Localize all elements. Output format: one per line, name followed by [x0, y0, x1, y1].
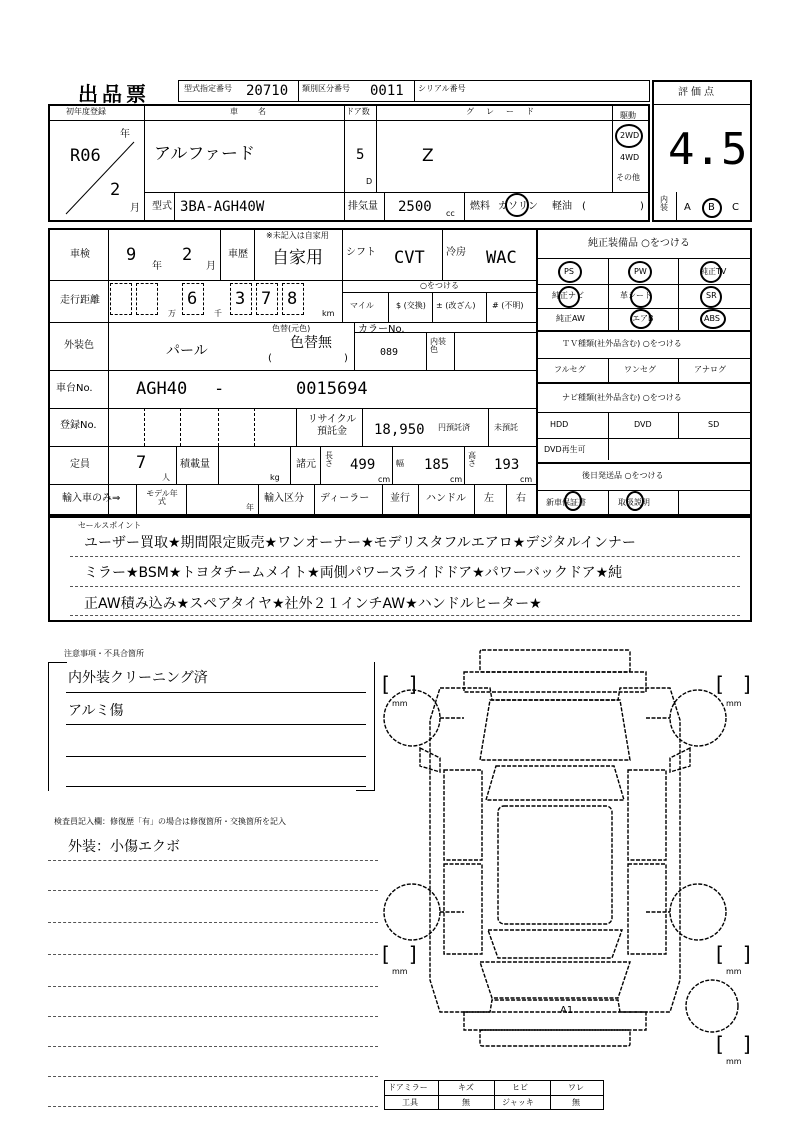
dims-label: 諸元 — [296, 459, 316, 470]
length-value: 499 — [350, 457, 376, 473]
legend-v-jack-status: 無 — [572, 1098, 580, 1107]
grade-value: Z — [422, 146, 434, 166]
interior-c: C — [732, 202, 739, 213]
recycle-unpaid: 未預託 — [494, 423, 518, 432]
model-year-label: モデル年式 — [146, 489, 178, 506]
sen-unit: 千 — [214, 309, 222, 318]
mileage-digit-2 — [136, 283, 158, 315]
form-title: 出品票 — [78, 82, 150, 106]
equip-leather-circle — [630, 286, 652, 308]
interior-color-label: 内装色 — [430, 337, 446, 354]
equip-ps-circle — [558, 261, 582, 283]
doors-d: D — [366, 177, 373, 186]
model-year-unit: 年 — [246, 503, 254, 512]
tv-fullseg: フルセグ — [554, 365, 586, 374]
equip-sr-circle — [700, 286, 722, 308]
tv-oneseg: ワンセグ — [624, 365, 656, 374]
inspector-label: 検査員記入欄：修復歴「有」の場合は修復箇所・交換箇所を記入 — [54, 817, 286, 826]
navi-sd: SD — [708, 420, 720, 429]
import-dealer: ディーラー — [320, 493, 370, 504]
mileage-digit-6: 8 — [282, 283, 304, 315]
fuel-label: 燃料 — [470, 201, 490, 212]
later-warranty-circle — [564, 491, 582, 511]
height-value: 193 — [494, 457, 520, 473]
history-value: 自家用 — [272, 248, 323, 268]
bracket-rl: [ ] — [382, 942, 417, 966]
unknown-label: # (不明) — [492, 301, 524, 310]
repaint-paren-open: ( — [268, 353, 272, 364]
drive-other: その他 — [616, 173, 640, 182]
equip-pw: PW — [634, 267, 647, 276]
shaken-year: 9 — [126, 245, 137, 265]
fuel-paren-close: ) — [640, 201, 644, 212]
doors-value: 5 — [356, 147, 365, 163]
notes-label: 注意事項・不具合箇所 — [64, 649, 144, 658]
later-warranty: 新車保証書 — [546, 498, 586, 507]
ac-value: WAC — [486, 248, 517, 268]
drive-label: 駆動 — [620, 111, 636, 120]
date-diagonal — [64, 140, 138, 216]
car-name-value: アルファード — [154, 144, 255, 164]
recycle-label: リサイクル預託金 — [307, 414, 357, 437]
seats-value: 7 — [136, 453, 147, 473]
drive-2wd: 2WD — [620, 131, 640, 140]
load-label: 積載量 — [180, 459, 210, 470]
later-manual-circle — [626, 491, 644, 511]
category-value: 0011 — [370, 83, 404, 99]
chassis-label: 車台No. — [56, 383, 93, 394]
notes-bracket-left — [48, 662, 67, 791]
type-spec-label: 型式指定番号 — [184, 84, 232, 93]
tv-analog: アナログ — [694, 365, 726, 374]
sales-line-2: ミラー★BSM★トヨタチームメイト★両側パワースライドドア★パワーバックドア★純 — [84, 565, 623, 581]
shift-value: CVT — [394, 248, 425, 268]
equip-aw: 純正AW — [556, 314, 585, 323]
equip-navi: 純正ナビ — [552, 291, 584, 300]
sales-points-label: セールスポイント — [78, 521, 142, 530]
exchange-label: $ (交換) — [396, 301, 426, 310]
reg-month-unit: 月 — [130, 203, 140, 214]
shaken-month: 2 — [182, 245, 193, 265]
reg-month: 2 — [110, 180, 121, 200]
reg-era-year: R06 — [70, 146, 101, 166]
equip-tv-circle — [700, 261, 722, 283]
mileage-label: 走行距離 — [60, 295, 100, 306]
equip-tv: 純正TV — [700, 267, 727, 276]
mile-label: マイル — [350, 301, 374, 310]
seats-unit: 人 — [162, 473, 170, 482]
drive-4wd: 4WD — [620, 153, 640, 162]
recycle-value: 18,950 — [374, 422, 425, 438]
equip-pw-circle — [628, 261, 652, 283]
mileage-digit-3: 6 — [182, 283, 204, 315]
later-manual: 取扱説明 — [618, 498, 650, 507]
car-name-label: 車名 — [230, 107, 286, 116]
mm-rl: mm — [392, 967, 408, 976]
km-unit: km — [322, 309, 335, 318]
tv-title: ＴＶ種類(社外品含む) ○をつける — [562, 339, 682, 348]
import-type-label: 輸入区分 — [264, 493, 304, 504]
notes-bracket-right — [356, 662, 375, 791]
bracket-fl: [ ] — [382, 672, 417, 696]
man-unit: 万 — [168, 309, 176, 318]
bracket-spare: [ ] — [716, 1032, 751, 1056]
score-label: 評価点 — [678, 87, 717, 98]
equip-sr: SR — [706, 291, 717, 300]
legend-v-tools-status: 無 — [462, 1098, 470, 1107]
sales-line-1: ユーザー買取★期間限定販売★ワンオーナー★モデリスタフルエアロ★デジタルインナー — [84, 535, 636, 551]
drive-2wd-circle — [615, 124, 643, 148]
fuel-gasoline: ガソリン — [498, 201, 538, 212]
legend-h-crack: ヒビ — [512, 1083, 528, 1092]
shaken-label: 車検 — [70, 249, 90, 260]
equip-airbag: エアB — [632, 314, 654, 323]
seats-label: 定員 — [70, 459, 90, 470]
shift-label: シフト — [346, 247, 376, 258]
width-value: 185 — [424, 457, 450, 473]
interior-a: A — [684, 202, 691, 213]
diagram-a1-mark: A1 — [560, 1005, 574, 1016]
cc-unit: cc — [446, 209, 455, 218]
handle-left: 左 — [484, 493, 494, 504]
chassis-prefix: AGH40 — [136, 379, 188, 399]
color-no-label: カラーNo. — [358, 324, 405, 335]
legend-h-scratch: キズ — [458, 1083, 474, 1092]
interior-label: 内装 — [660, 195, 668, 212]
mileage-digit-4: 3 — [230, 283, 252, 315]
handle-label: ハンドル — [426, 493, 466, 504]
import-parallel: 並行 — [390, 493, 410, 504]
doors-label: ドア数 — [346, 107, 370, 116]
height-unit: cm — [520, 475, 533, 484]
equip-abs-circle — [700, 309, 726, 329]
type-spec-value: 20710 — [246, 83, 289, 99]
mm-rr: mm — [726, 967, 742, 976]
history-label: 車歴 — [228, 249, 248, 260]
equipment-title: 純正装備品 ○をつける — [588, 238, 690, 249]
reg-no-label: 登録No. — [60, 420, 97, 431]
category-label: 類別区分番号 — [302, 84, 350, 93]
mileage-digit-1 — [110, 283, 132, 315]
repaint-label: 色替(元色) — [272, 324, 311, 333]
height-label: 高さ — [468, 451, 476, 468]
mm-spare: mm — [726, 1057, 742, 1066]
car-damage-diagram — [380, 640, 760, 1060]
fuel-paren-open: ( — [582, 201, 586, 212]
sales-line-3: 正AW積み込み★スペアタイヤ★社外２１インチAW★ハンドルヒーター★ — [84, 596, 542, 612]
exterior-color-value: パール — [166, 343, 208, 359]
legend-v-jack: ジャッキ — [502, 1098, 534, 1107]
model-label: 型式 — [152, 201, 172, 212]
equip-ps: PS — [564, 267, 574, 276]
chassis-dash: - — [214, 379, 225, 399]
history-note: ※未記入は自家用 — [266, 231, 329, 240]
navi-title: ナビ種類(社外品含む) ○をつける — [562, 393, 682, 402]
length-unit: cm — [378, 475, 391, 484]
score-value: 4.5 — [668, 124, 748, 175]
navi-hdd: HDD — [550, 420, 569, 429]
equip-abs: ABS — [704, 314, 720, 323]
notes-line-1: 内外装クリーニング済 — [68, 670, 208, 686]
kg-unit: kg — [270, 473, 280, 482]
interior-b-circle — [702, 198, 722, 218]
width-unit: cm — [450, 475, 463, 484]
equip-leather: 革シート — [620, 291, 652, 300]
chassis-number: 0015694 — [296, 379, 368, 399]
serial-label: シリアル番号 — [418, 84, 466, 93]
mark-instruction: ○をつける — [420, 281, 459, 290]
displacement-value: 2500 — [398, 199, 432, 215]
tamper-label: ± (改ざん) — [436, 301, 476, 310]
mm-fr: mm — [726, 699, 742, 708]
inspector-line-1: 外装：小傷エクボ — [68, 839, 180, 855]
width-label: 幅 — [396, 459, 404, 468]
notes-line-2: アルミ傷 — [68, 703, 124, 719]
navi-dvd-play: DVD再生可 — [544, 445, 586, 454]
length-label: 長さ — [325, 451, 333, 468]
reg-year-unit: 年 — [120, 129, 130, 140]
first-reg-label: 初年度登録 — [66, 107, 106, 116]
legend-v-tools: 工具 — [402, 1098, 418, 1107]
navi-dvd: DVD — [634, 420, 652, 429]
legend-h-break: ワレ — [568, 1083, 584, 1092]
bracket-fr: [ ] — [716, 672, 751, 696]
color-no-value: 089 — [380, 347, 399, 358]
recycle-paid: 円預託済 — [438, 423, 470, 432]
mileage-digit-5: 7 — [256, 283, 278, 315]
mm-fl: mm — [392, 699, 408, 708]
exterior-color-label: 外装色 — [64, 340, 94, 351]
fuel-kei: 軽油 — [552, 201, 572, 212]
equip-airbag-circle — [630, 309, 652, 329]
later-title: 後日発送品 ○をつける — [582, 471, 664, 480]
interior-b: B — [708, 202, 715, 213]
repaint-value: 色替無 — [290, 335, 332, 351]
repaint-paren-close: ) — [344, 353, 348, 364]
ac-label: 冷房 — [446, 247, 466, 258]
bracket-rr: [ ] — [716, 942, 751, 966]
shaken-year-unit: 年 — [152, 261, 162, 272]
grade-label: グレード — [466, 107, 546, 116]
model-value: 3BA-AGH40W — [180, 199, 265, 215]
legend-h-mirror: ドアミラー — [388, 1083, 428, 1092]
handle-right: 右 — [516, 493, 526, 504]
equip-navi-circle — [558, 286, 580, 308]
fuel-gasoline-circle — [505, 193, 529, 217]
shaken-month-unit: 月 — [206, 261, 216, 272]
displacement-label: 排気量 — [348, 201, 378, 212]
import-label: 輸入車のみ⇒ — [62, 493, 121, 504]
